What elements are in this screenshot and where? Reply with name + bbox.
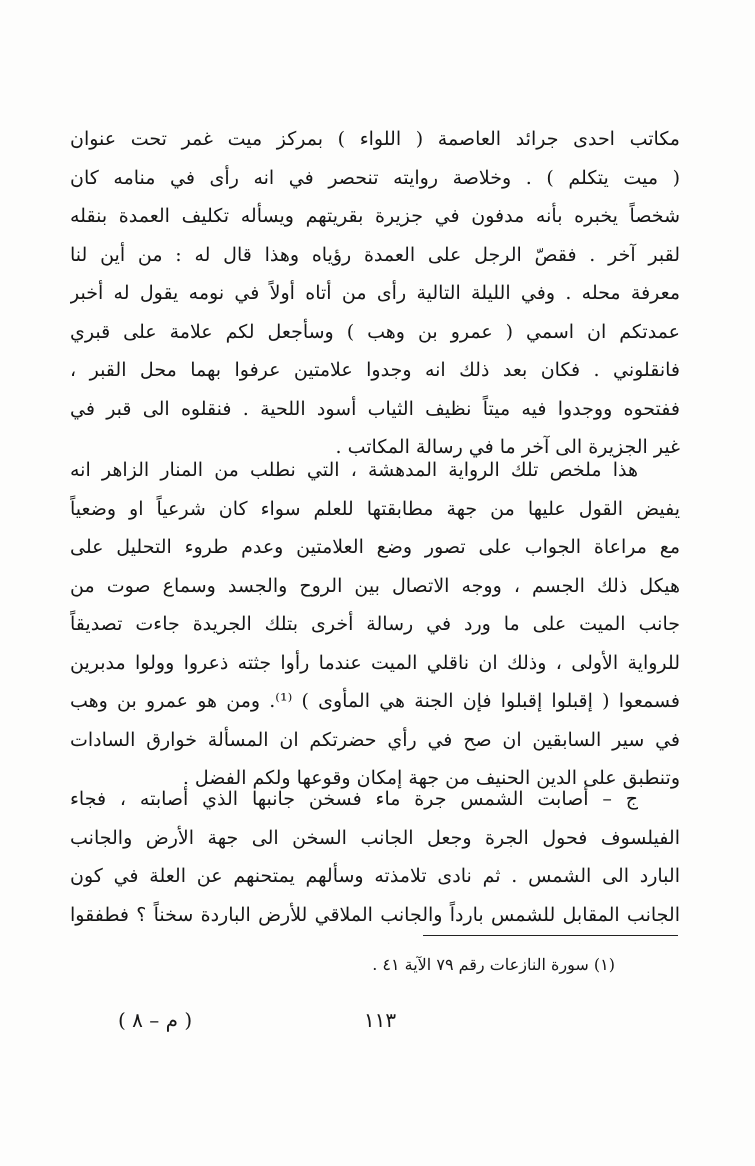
text-line: مكاتب احدى جرائد العاصمة ( اللواء ) بمركز ميت غمر تحت عنوان	[70, 128, 680, 150]
footnote-divider	[423, 935, 678, 936]
text-line: للرواية الأولى ، وذلك ان ناقلي الميت عندما رأوا جثته ذعروا وولوا مدبرين	[70, 651, 680, 674]
text-line: عمدتكم ان اسمي ( عمرو بن وهب ) وسأجعل لكم علامة على قبري	[70, 320, 680, 343]
text-line: مع مراعاة الجواب على تصور وضع العلامتين وعدم طروء التحليل على	[70, 536, 680, 558]
text-line: لقبر آخر . فقصّ الرجل على العمدة رؤياه وهذا قال له : من أين لنا	[70, 243, 680, 266]
text-line: هذا ملخص تلك الرواية المدهشة ، التي نطلب من المنار الزاهر انه	[70, 459, 638, 481]
text-line: غير الجزيرة الى آخر ما في رسالة المكاتب .	[335, 436, 680, 458]
text-line: ففتحوه ووجدوا فيه ميتاً نظيف الثياب أسود اللحية . فنقلوه الى قبر في	[70, 397, 680, 420]
text-line: الجانب المقابل للشمس بارداً والجانب الملاقي للأرض الباردة سخناً ؟ فطفقوا	[70, 903, 680, 926]
signature-mark: ( م – ٨ )	[118, 1008, 193, 1032]
text-line: ج – أصابت الشمس جرة ماء فسخن جانبها الذي أصابته ، فجاء	[70, 788, 638, 810]
text-line: هيكل ذلك الجسم ، ووجه الاتصال بين الروح والجسد وسماع صوت من	[70, 574, 680, 597]
text-line: جانب الميت على ما ورد في رسالة أخرى بتلك الجريدة جاءت تصديقاً	[70, 613, 680, 635]
paragraph-answer	[70, 780, 680, 934]
text-line: معرفة محله . وفي الليلة التالية رأى من أتاه أولاً في نومه يقول له أخبر	[70, 282, 680, 304]
footnote: (١) سورة النازعات رقم ٧٩ الآية ٤١ .	[372, 955, 615, 974]
text-line: وتنطبق على الدين الحنيف من جهة إمكان وقوعها ولكم الفضل .	[182, 767, 680, 789]
paragraph-request	[70, 451, 680, 798]
text-line: الفيلسوف فحول الجرة وجعل الجانب السخن الى جهة الأرض والجانب	[70, 826, 680, 849]
text-line: في سير السابقين ان صح في رأي حضرتكم ان المسألة خوارق السادات	[70, 728, 680, 751]
text-line: شخصاً يخبره بأنه مدفون في جزيرة بقريتهم ويسأله تكليف العمدة بنقله	[70, 205, 680, 227]
text-line: يفيض القول عليها من جهة مطابقتها للعلم سواء كان شرعياً او وضعياً	[70, 497, 680, 520]
page-number: ١١٣	[363, 1008, 397, 1032]
text-line: فسمعوا ( إقبلوا إقبلوا فإن الجنة هي المأوى ) ⁽¹⁾. ومن هو عمرو بن وهب	[70, 690, 680, 712]
paragraph-question-story	[70, 120, 680, 467]
text-line: ( ميت يتكلم ) . وخلاصة روايته تنحصر في انه رأى في منامه كان	[70, 166, 680, 189]
text-line: فانقلوني . فكان بعد ذلك انه وجدوا علامتين عرفوا بهما محل القبر ،	[70, 359, 680, 381]
text-line: البارد الى الشمس . ثم نادى تلامذته وسألهم يمتحنهم عن العلة في كون	[70, 865, 680, 887]
